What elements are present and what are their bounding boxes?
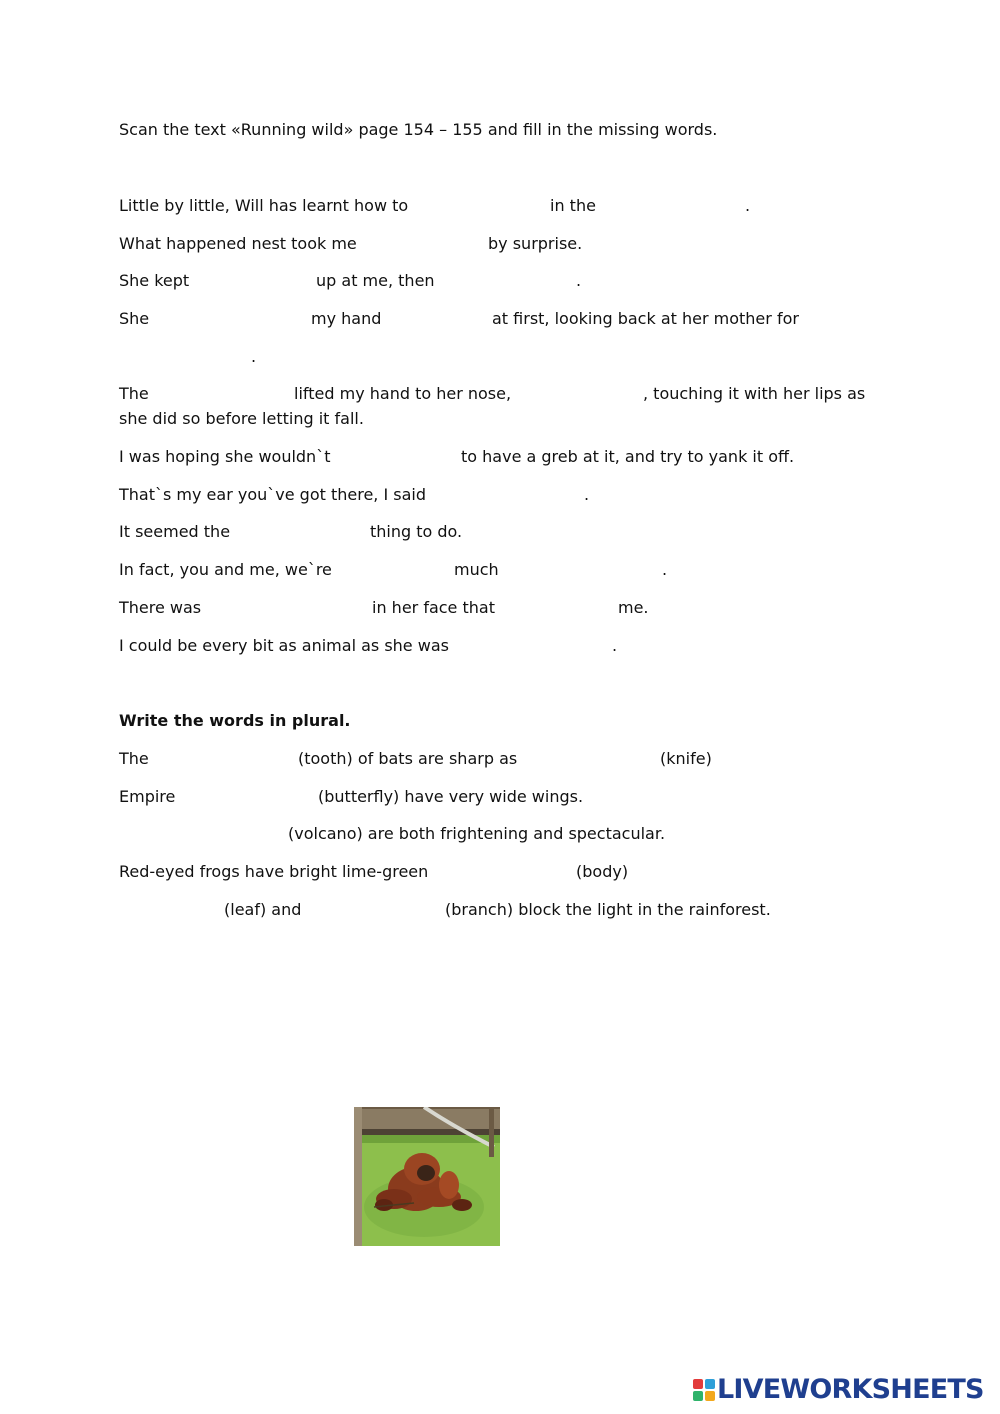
blank-9-1[interactable] bbox=[332, 559, 452, 583]
plural-blank-3-1[interactable] bbox=[119, 823, 285, 847]
logo-square-blue bbox=[705, 1379, 715, 1389]
sentence-4-part-b: my hand bbox=[311, 309, 382, 328]
plural-blank-1-2[interactable] bbox=[516, 748, 658, 772]
blank-4-1[interactable] bbox=[155, 308, 309, 332]
orangutan-photo bbox=[354, 1107, 500, 1246]
sentence-9-part-a: In fact, you and me, we`re bbox=[119, 560, 332, 579]
plural-4-part-a: Red-eyed frogs have bright lime-green bbox=[119, 862, 429, 881]
plural-1-part-b: (tooth) of bats are sharp as bbox=[298, 749, 518, 768]
plural-1-part-a: The bbox=[119, 749, 149, 768]
logo-squares-icon bbox=[693, 1379, 715, 1401]
plural-5-part-a: (leaf) and bbox=[224, 900, 302, 919]
logo-text: LIVEWORKSHEETS bbox=[717, 1374, 984, 1405]
blank-4-2[interactable] bbox=[383, 308, 490, 332]
sentence-8-part-b: thing to do. bbox=[370, 522, 463, 541]
plural-3-part-a: (volcano) are both frightening and spectacular. bbox=[288, 824, 666, 843]
sentence-5-part-b: lifted my hand to her nose, bbox=[294, 384, 512, 403]
sentence-11-part-b: . bbox=[612, 636, 618, 655]
instructions: Scan the text «Running wild» page 154 – 155 and fill in the missing words. bbox=[119, 120, 718, 139]
sentence-5-part-d: she did so before letting it fall. bbox=[119, 409, 364, 428]
sentence-7-part-a: That`s my ear you`ve got there, I said bbox=[119, 485, 427, 504]
sentence-6-part-a: I was hoping she wouldn`t bbox=[119, 447, 331, 466]
sentence-10-part-a: There was bbox=[119, 598, 202, 617]
blank-1-1[interactable] bbox=[404, 195, 548, 219]
logo-square-green bbox=[693, 1391, 703, 1401]
sentence-9-part-c: . bbox=[662, 560, 668, 579]
sentence-11-part-a: I could be every bit as animal as she was bbox=[119, 636, 449, 655]
blank-5-2[interactable] bbox=[509, 383, 643, 407]
blank-10-2[interactable] bbox=[496, 597, 616, 621]
plural-1-part-c: (knife) bbox=[660, 749, 712, 768]
blank-7-1[interactable] bbox=[420, 484, 584, 508]
sentence-8-part-a: It seemed the bbox=[119, 522, 231, 541]
sentence-5-part-a: The bbox=[119, 384, 149, 403]
blank-11-1[interactable] bbox=[444, 635, 610, 659]
plural-heading: Write the words in plural. bbox=[119, 711, 351, 730]
blank-8-1[interactable] bbox=[234, 521, 368, 545]
blank-5-1[interactable] bbox=[154, 383, 292, 407]
blank-10-1[interactable] bbox=[205, 597, 369, 621]
plural-4-part-b: (body) bbox=[576, 862, 629, 881]
logo-square-red bbox=[693, 1379, 703, 1389]
sentence-1-part-c: . bbox=[745, 196, 751, 215]
plural-blank-4-1[interactable] bbox=[424, 861, 574, 885]
sentence-10-part-c: me. bbox=[618, 598, 649, 617]
blank-3-1[interactable] bbox=[190, 270, 314, 294]
plural-2-part-b: (butterfly) have very wide wings. bbox=[318, 787, 584, 806]
sentence-10-part-b: in her face that bbox=[372, 598, 495, 617]
sentence-9-part-b: much bbox=[454, 560, 499, 579]
sentence-6-part-b: to have a greb at it, and try to yank it off. bbox=[461, 447, 795, 466]
blank-6-1[interactable] bbox=[335, 446, 459, 470]
sentence-2-part-a: What happened nest took me bbox=[119, 234, 357, 253]
logo-square-orange bbox=[705, 1391, 715, 1401]
blank-4-3[interactable] bbox=[119, 346, 251, 370]
sentence-3-part-a: She kept bbox=[119, 271, 190, 290]
sentence-1-part-a: Little by little, Will has learnt how to bbox=[119, 196, 409, 215]
blank-9-2[interactable] bbox=[506, 559, 660, 583]
plural-blank-5-1[interactable] bbox=[119, 899, 221, 923]
plural-blank-5-2[interactable] bbox=[305, 899, 443, 923]
sentence-1-part-b: in the bbox=[550, 196, 596, 215]
sentence-7-part-b: . bbox=[584, 485, 590, 504]
blank-3-2[interactable] bbox=[435, 270, 574, 294]
plural-blank-1-1[interactable] bbox=[154, 748, 296, 772]
plural-5-part-b: (branch) block the light in the rainforest. bbox=[445, 900, 771, 919]
plural-blank-2-1[interactable] bbox=[182, 786, 316, 810]
sentence-4-part-d: . bbox=[251, 347, 257, 366]
blank-2-1[interactable] bbox=[357, 233, 486, 257]
sentence-3-part-b: up at me, then bbox=[316, 271, 435, 290]
sentence-4-part-a: She bbox=[119, 309, 150, 328]
sentence-3-part-c: . bbox=[576, 271, 582, 290]
sentence-4-part-c: at first, looking back at her mother for bbox=[492, 309, 799, 328]
sentence-2-part-b: by surprise. bbox=[488, 234, 583, 253]
plural-2-part-a: Empire bbox=[119, 787, 176, 806]
blank-1-2[interactable] bbox=[600, 195, 744, 219]
sentence-5-part-c: , touching it with her lips as bbox=[643, 384, 866, 403]
